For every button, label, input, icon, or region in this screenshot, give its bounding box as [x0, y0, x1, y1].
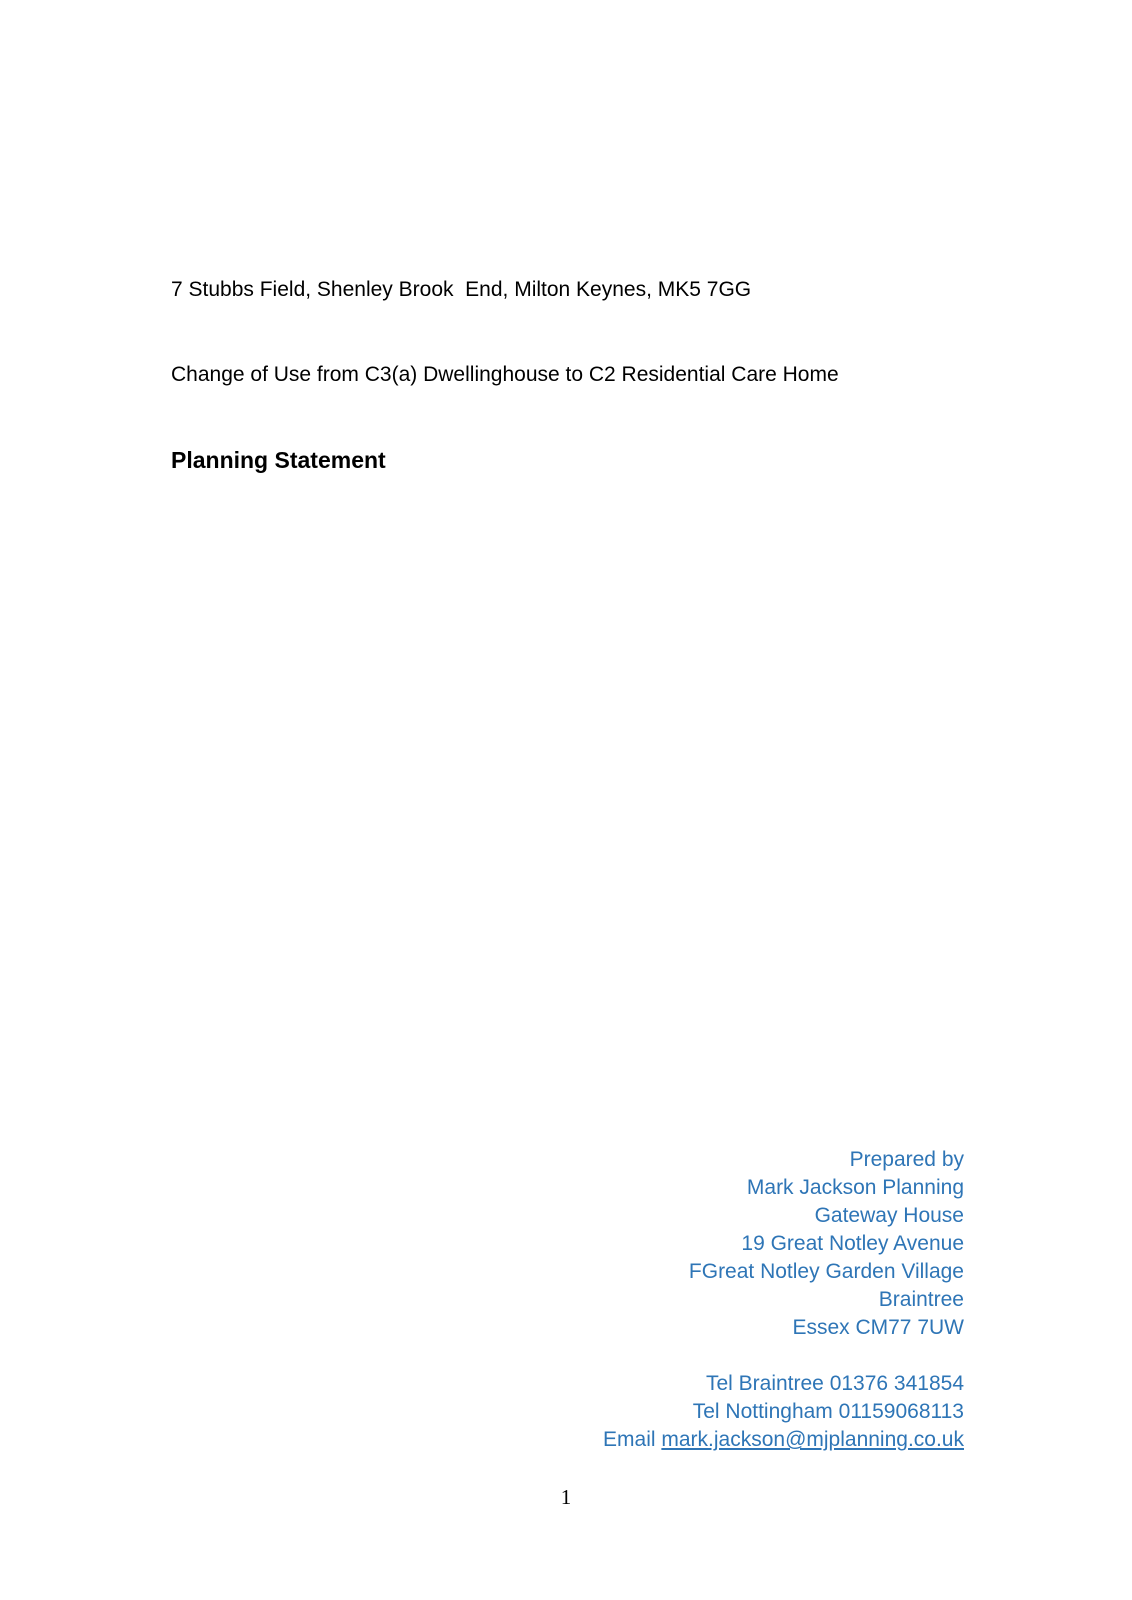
address-line-4: Braintree	[878, 1288, 964, 1311]
address-line-5: Essex CM77 7UW	[792, 1316, 964, 1339]
email-line	[444, 1426, 964, 1454]
company-name: Mark Jackson Planning	[746, 1176, 964, 1199]
email-label: Email	[603, 1428, 662, 1451]
prepared-by-label: Prepared by	[849, 1148, 964, 1171]
page-number: 1	[560, 1485, 572, 1509]
email-link[interactable]: mark.jackson@mjplanning.co.uk	[661, 1428, 964, 1451]
contact-block	[444, 1146, 964, 1454]
property-address: 7 Stubbs Field, Shenley Brook End, Milton Keynes, MK5 7GG	[171, 278, 752, 301]
contact-spacer	[444, 1342, 964, 1370]
tel-braintree: Tel Braintree 01376 341854	[705, 1372, 964, 1395]
tel-nottingham: Tel Nottingham 01159068113	[692, 1400, 964, 1423]
address-line-3: FGreat Notley Garden Village	[688, 1260, 964, 1283]
address-line-2: 19 Great Notley Avenue	[741, 1232, 964, 1255]
page-title: Planning Statement	[171, 447, 386, 473]
application-description: Change of Use from C3(a) Dwellinghouse to C2 Residential Care Home	[171, 363, 839, 386]
address-line-1: Gateway House	[814, 1204, 964, 1227]
